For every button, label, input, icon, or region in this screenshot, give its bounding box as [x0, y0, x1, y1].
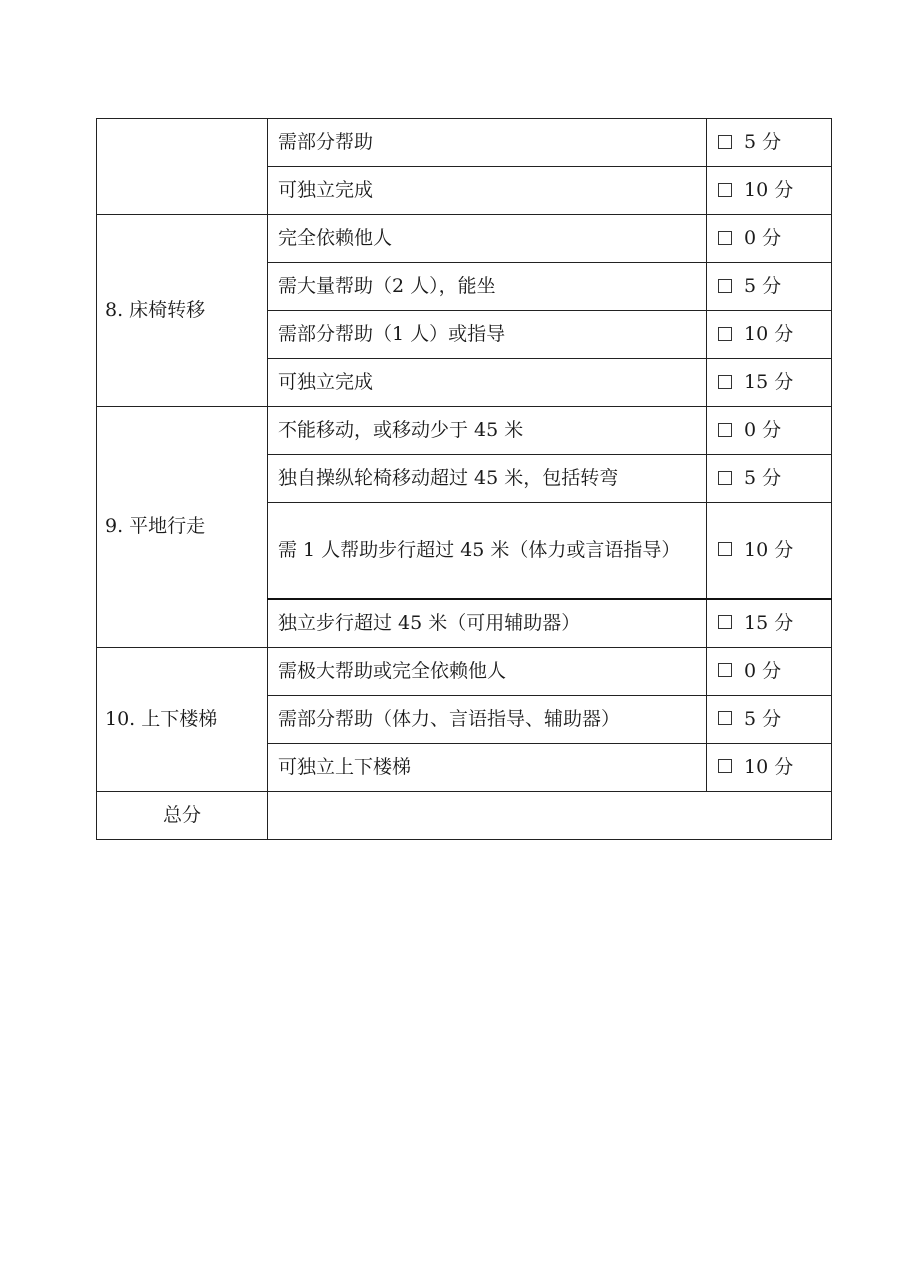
checkbox-icon[interactable]: [718, 423, 732, 437]
table-row: [97, 215, 832, 263]
item-description: 需部分帮助（1 人）或指导: [268, 311, 707, 359]
score-label: 5 分: [744, 467, 782, 489]
category-cell: [97, 119, 268, 215]
score-option[interactable]: [707, 599, 832, 648]
category-cell: 9. 平地行走: [97, 407, 268, 648]
score-label: 10 分: [744, 179, 794, 201]
score-label: 0 分: [744, 659, 782, 682]
score-label: 0 分: [744, 227, 782, 249]
checkbox-icon[interactable]: [718, 375, 732, 389]
checkbox-icon[interactable]: [718, 279, 732, 293]
score-option[interactable]: [707, 695, 832, 743]
score-label: 15 分: [744, 371, 794, 393]
score-option[interactable]: [707, 407, 832, 455]
score-option[interactable]: [707, 263, 832, 311]
item-description: 需部分帮助（体力、言语指导、辅助器）: [268, 695, 707, 743]
item-description: 需 1 人帮助步行超过 45 米（体力或言语指导）: [268, 503, 707, 599]
table-row: [97, 647, 832, 695]
score-option[interactable]: [707, 503, 832, 599]
score-label: 10 分: [744, 538, 794, 561]
item-description: 可独立完成: [268, 167, 707, 215]
score-option[interactable]: [707, 167, 832, 215]
score-option[interactable]: [707, 119, 832, 167]
score-label: 15 分: [744, 611, 794, 634]
checkbox-icon[interactable]: [718, 663, 732, 677]
checkbox-icon[interactable]: [718, 759, 732, 773]
table-row: [97, 119, 832, 167]
score-label: 5 分: [744, 275, 782, 297]
score-option[interactable]: [707, 359, 832, 407]
item-description: 需部分帮助: [268, 119, 707, 167]
adl-score-table: [96, 118, 832, 840]
checkbox-icon[interactable]: [718, 471, 732, 485]
total-row: [97, 791, 832, 839]
score-label: 0 分: [744, 419, 782, 441]
item-description: 可独立上下楼梯: [268, 743, 707, 791]
item-description: 独自操纵轮椅移动超过 45 米，包括转弯: [268, 455, 707, 503]
score-option[interactable]: [707, 215, 832, 263]
table-row: [97, 407, 832, 455]
total-label: 总分: [97, 791, 268, 839]
checkbox-icon[interactable]: [718, 231, 732, 245]
score-option[interactable]: [707, 311, 832, 359]
item-description: 需极大帮助或完全依赖他人: [268, 647, 707, 695]
category-cell: 10. 上下楼梯: [97, 647, 268, 791]
category-cell: 8. 床椅转移: [97, 215, 268, 407]
score-label: 10 分: [744, 755, 794, 778]
checkbox-icon[interactable]: [718, 615, 732, 629]
checkbox-icon[interactable]: [718, 711, 732, 725]
item-description: 完全依赖他人: [268, 215, 707, 263]
total-value-field[interactable]: [268, 791, 832, 839]
checkbox-icon[interactable]: [718, 183, 732, 197]
score-option[interactable]: [707, 647, 832, 695]
item-description: 可独立完成: [268, 359, 707, 407]
item-description: 不能移动，或移动少于 45 米: [268, 407, 707, 455]
score-label: 10 分: [744, 323, 794, 345]
score-option[interactable]: [707, 743, 832, 791]
checkbox-icon[interactable]: [718, 327, 732, 341]
item-description: 需大量帮助（2 人），能坐: [268, 263, 707, 311]
score-option[interactable]: [707, 455, 832, 503]
score-label: 5 分: [744, 131, 782, 153]
item-description: 独立步行超过 45 米（可用辅助器）: [268, 599, 707, 648]
checkbox-icon[interactable]: [718, 135, 732, 149]
score-label: 5 分: [744, 707, 782, 730]
checkbox-icon[interactable]: [718, 542, 732, 556]
